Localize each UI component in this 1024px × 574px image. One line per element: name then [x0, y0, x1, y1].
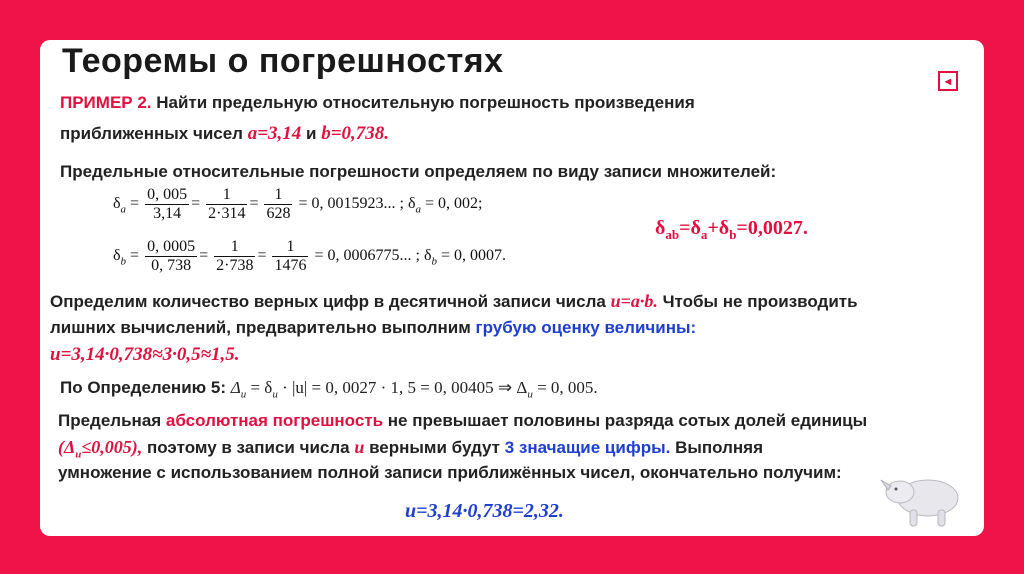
result-value: =0,0027.: [736, 217, 808, 239]
subscript: b: [431, 255, 437, 268]
u-variable: u: [354, 437, 365, 457]
numerator: 1: [206, 186, 247, 205]
final-result: u=3,14·0,738=2,32.: [405, 500, 564, 522]
formula-a: $\delta_a$ = $\frac{0, 005}{3,14}$ = $\frac{1}{2\cdot 314}$ = $\frac{1}{628}$ = 0, 0015923... ; $\delta_a = 0$, 002;: [113, 186, 483, 222]
denominator: 2·738: [216, 257, 254, 274]
def5-formula: = δ: [246, 378, 273, 397]
delta-ab-result: [655, 217, 808, 243]
def5-formula: = 0, 005.: [532, 378, 598, 397]
denominator: 2·314: [208, 205, 246, 222]
subscript: u: [75, 448, 82, 461]
example-text-2: приближенных чисел: [60, 124, 248, 143]
intro-line: Предельные относительные погрешности определяем по виду записи множителей:: [60, 162, 777, 181]
para3-text: поэтому в записи числа: [142, 438, 355, 457]
example-label: ПРИМЕР 2.: [60, 93, 152, 112]
fraction: [145, 238, 197, 275]
subscript: u: [527, 388, 533, 401]
example-text-1: Найти предельную относительную погрешность произведения: [151, 93, 695, 112]
equals: =δ: [679, 217, 701, 239]
para2-text: лишних вычислений, предварительно выполним: [50, 318, 476, 337]
formula-tail-end: = 0, 002;: [420, 195, 483, 213]
subscript: a: [700, 227, 708, 242]
fraction: [214, 238, 255, 275]
rough-estimate: u=3,14·0,738≈3·0,5≈1,5.: [50, 344, 240, 365]
subscript: a: [415, 203, 421, 216]
b-value: b=0,738.: [321, 123, 390, 144]
rough-estimate-label: грубую оценку величины:: [475, 318, 697, 337]
denominator: 1476: [274, 257, 307, 274]
page-title: Теоремы о погрешностях: [62, 42, 504, 80]
para2-text-end: Чтобы не производить: [657, 292, 858, 311]
paren-close: ≤0,005),: [81, 437, 143, 457]
example-line-2: [60, 123, 389, 145]
absolute-error-label: абсолютная погрешность: [165, 411, 384, 430]
plus: +δ: [707, 217, 730, 239]
slide-card: [40, 40, 984, 536]
back-arrow-icon[interactable]: ◂: [938, 71, 958, 91]
delta-symbol: δ: [113, 195, 121, 213]
para3-text: не превышает половины разряда сотых долей единицы: [383, 411, 868, 430]
delta-symbol: δ: [113, 247, 121, 265]
para3-line3: умножение с использованием полной записи приближённых чисел, окончательно получим:: [58, 463, 842, 482]
formula-b: $\delta_b$ = $\frac{0, 0005}{0, 738}$ = $\frac{1}{2\cdot 738}$ = $\frac{1}{1476}$ = 0, 0006775... ; $\delta_b = 0$, 0007.: [113, 238, 507, 274]
subscript: u: [240, 388, 247, 401]
formula-tail-end: = 0, 0007.: [436, 247, 507, 265]
subscript: b: [120, 255, 127, 268]
numerator: 1: [272, 238, 308, 257]
formula-tail: = 0, 0015923... ; δ: [298, 195, 416, 213]
fraction: [264, 186, 292, 223]
fraction: [145, 186, 189, 223]
numerator: 0, 005: [147, 186, 188, 203]
delta-u-bound: [58, 437, 143, 461]
denominator: 628: [266, 205, 291, 222]
equals: =: [126, 247, 144, 265]
fraction: [206, 186, 247, 223]
paren-open: (Δ: [58, 437, 76, 457]
para2-line1: [50, 291, 858, 312]
equals: =: [126, 195, 144, 213]
def5-line: [60, 378, 598, 400]
formula-tail: = 0, 0006775... ; δ: [314, 247, 432, 265]
para3-text: Выполняя: [670, 438, 763, 457]
example-line-1: [60, 93, 695, 113]
a-value: a=3,14: [247, 123, 302, 144]
u-formula: u=a·b.: [610, 291, 658, 311]
rhino-figure-icon: [880, 460, 970, 530]
numerator: 0, 0005: [147, 238, 196, 255]
para2-line2: [50, 318, 696, 338]
numerator: 1: [214, 238, 255, 257]
significant-digits-label: 3 значащие цифры.: [504, 438, 671, 457]
subscript: u: [272, 388, 278, 401]
para2-text: Определим количество верных цифр в десятичной записи числа: [50, 292, 611, 311]
delta-symbol: δ: [655, 217, 666, 239]
subscript: b: [729, 227, 737, 242]
para3-line1: [58, 411, 867, 431]
subscript: ab: [665, 227, 680, 242]
numerator: 1: [264, 186, 292, 205]
def5-formula: · |u| = 0, 0027 · 1, 5 = 0, 00405 ⇒ Δ: [277, 378, 528, 397]
para3-line2: [58, 437, 763, 461]
def5-label: По Определению 5:: [60, 378, 231, 397]
denominator: 3,14: [153, 205, 182, 222]
delta-symbol: Δ: [230, 378, 241, 397]
denominator: 0, 738: [151, 257, 192, 274]
para3-text: верными будут: [364, 438, 505, 457]
fraction: [272, 238, 308, 275]
para3-text: Предельная: [58, 411, 166, 430]
subscript: a: [120, 203, 127, 216]
and-word: и: [301, 124, 322, 143]
